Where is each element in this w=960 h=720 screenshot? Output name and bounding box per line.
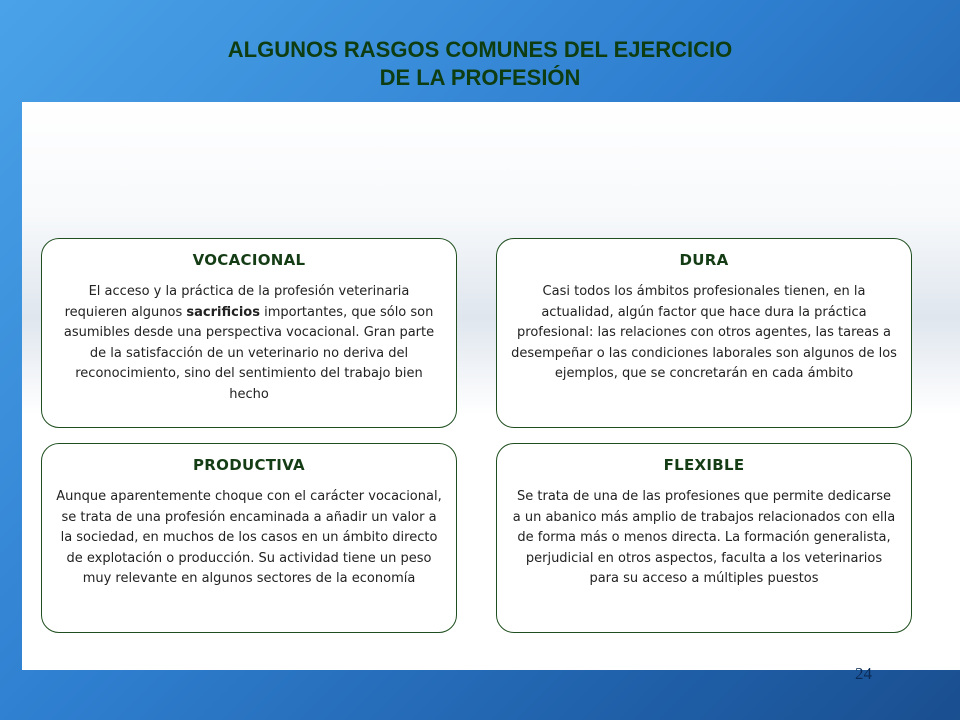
card-flexible: [496, 443, 912, 633]
card-text-part: El acceso y la práctica de la profesión veterinaria requieren algunos: [64, 284, 410, 320]
card-heading: VOCACIONAL: [192, 251, 306, 269]
card-text: Casi todos los ámbitos profesionales tienen, en la actualidad, algún factor que hace dura la práctica profesional: las relaciones con otros agentes, las tareas a desempeñar o las condiciones laborales son algunos de los ejemplos, que se concretarán en cada ámbito: [511, 284, 897, 382]
page-number: 24: [855, 664, 872, 683]
card-heading: PRODUCTIVA: [193, 456, 305, 474]
slide-title: [0, 36, 960, 92]
card-text: Se trata de una de las profesiones que permite dedicarse a un abanico más amplio de trabajos relacionados con ella de forma más o menos directa. La formación generalista, perjudicial en otros aspectos, faculta a los veterinarios para su acceso a múltiples puestos: [512, 489, 896, 587]
card-text-bold: sacrificios: [186, 304, 260, 320]
slide-title-line-1: ALGUNOS RASGOS COMUNES DEL EJERCICIO: [227, 37, 733, 62]
slide-title-line-2: DE LA PROFESIÓN: [379, 65, 581, 90]
card-dura: [496, 238, 912, 428]
card-text-part: importantes, que sólo son asumibles desde una perspectiva vocacional. Gran parte de la satisfacción de un veterinario no deriva del reconocimiento, sino del sentimiento del trabajo bien hecho: [63, 304, 435, 402]
card-text: [56, 282, 442, 406]
card-text: Aunque aparentemente choque con el carácter vocacional, se trata de una profesión encaminada a añadir un valor a la sociedad, en muchos de los casos en un ámbito directo de explotación o producción. Su actividad tiene un peso muy relevante en algunos sectores de la economía: [56, 489, 442, 587]
card-heading: DURA: [679, 251, 729, 269]
card-heading: FLEXIBLE: [663, 456, 745, 474]
card-productiva: [41, 443, 457, 633]
card-vocacional: [41, 238, 457, 428]
